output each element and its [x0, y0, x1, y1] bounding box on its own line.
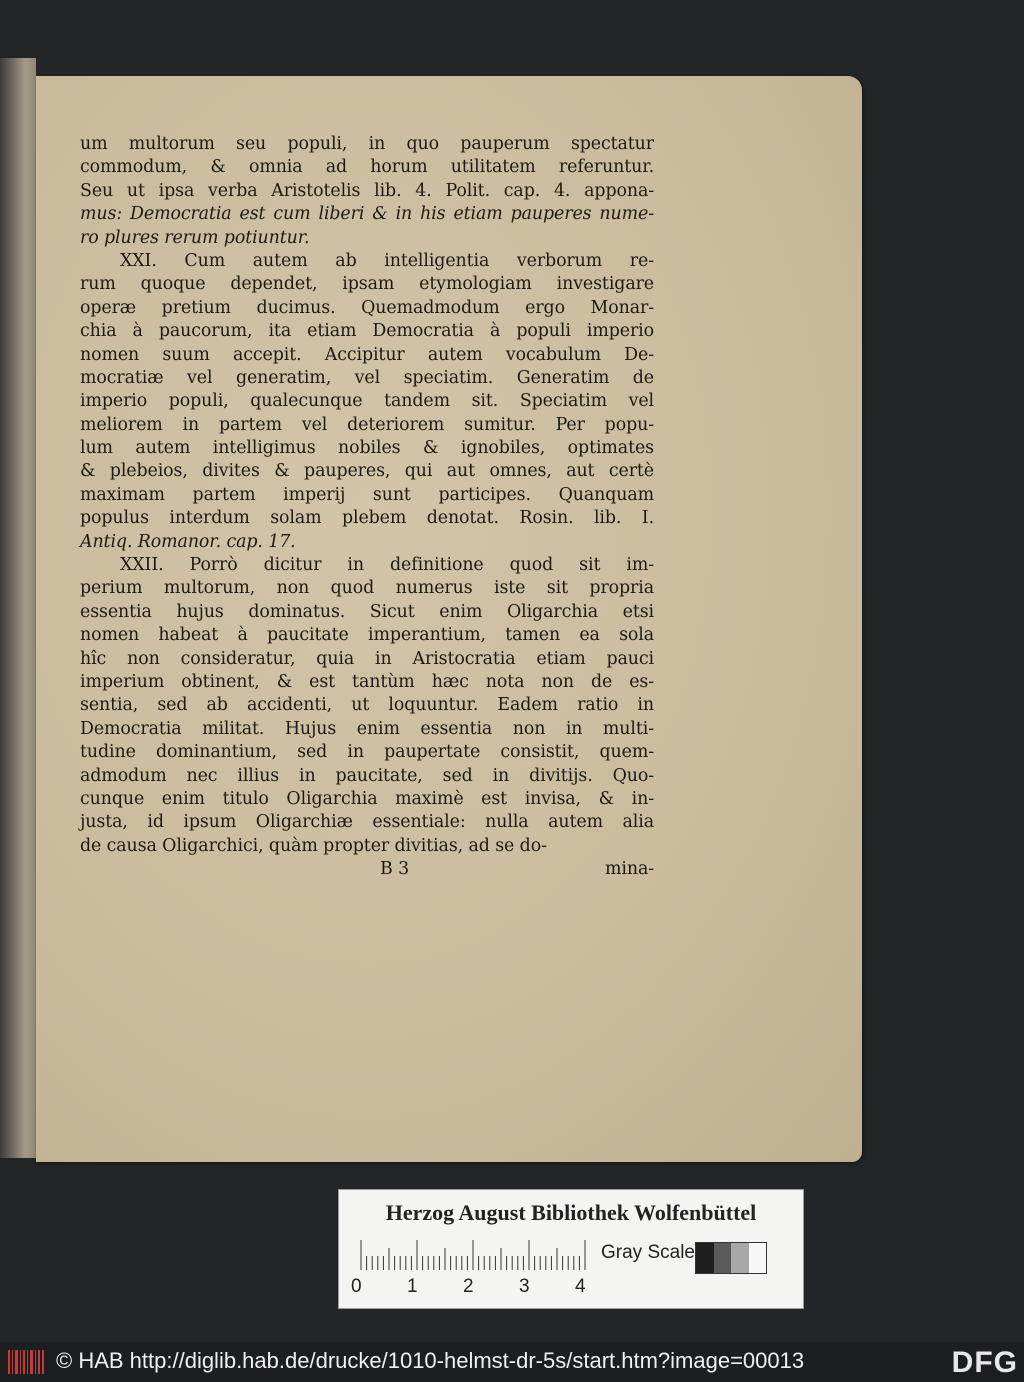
gray-patch — [714, 1243, 732, 1273]
text-line: ro plures rerum potiuntur. — [80, 227, 310, 248]
text-line: justa, id ipsum Oligarchiæ essentiale: nulla autem alia — [80, 812, 654, 833]
text-line: nomen habeat à paucitate imperantium, tamen ea sola — [80, 625, 654, 646]
page-text-block — [80, 133, 654, 882]
text-line: commodum, & omnia ad horum utilitatem referuntur. — [80, 157, 654, 178]
text-line: XXI. Cum autem ab intelligentia verborum re- — [120, 250, 654, 271]
text-line: um multorum seu populi, in quo pauperum spectatur — [80, 134, 654, 154]
text-line: & plebeios, divites & pauperes, qui aut omnes, aut certè — [80, 461, 654, 482]
text-line: mocratiæ vel generatim, vel speciatim. Generatim de — [80, 367, 654, 388]
text-line: tudine dominantium, sed in paupertate consistit, quem- — [80, 742, 654, 763]
ruler-number: 4 — [575, 1276, 586, 1297]
book-spine-edge — [0, 58, 36, 1158]
ruler-number: 0 — [351, 1276, 362, 1297]
signature-line — [80, 858, 654, 881]
color-calibration-card — [338, 1189, 804, 1309]
ruler-number: 1 — [407, 1276, 418, 1297]
dfg-logo: DFG — [951, 1346, 1018, 1379]
text-line: imperium obtinent, & est tantùm hæc nota non de es- — [80, 671, 654, 692]
text-line: Democratia militat. Hujus enim essentia non in multi- — [80, 718, 654, 739]
text-line: operæ pretium ducimus. Quemadmodum ergo Monar- — [80, 297, 654, 318]
gray-patch — [696, 1243, 714, 1273]
signature-mark: B 3 — [380, 859, 410, 880]
gray-patch — [749, 1243, 767, 1273]
catchword: mina- — [605, 859, 654, 880]
text-line: perium multorum, non quod numerus iste sit propria — [80, 578, 654, 599]
card-title: Herzog August Bibliothek Wolfenbüttel — [385, 1200, 757, 1225]
ruler-number: 3 — [519, 1276, 530, 1297]
text-line: chia à paucorum, ita etiam Democratia à populi imperio — [80, 321, 654, 342]
text-line: populus interdum solam plebem denotat. Rosin. lib. I. — [80, 508, 654, 529]
text-line: maximam partem imperij sunt participes. Quanquam — [80, 484, 654, 505]
text-line: sentia, sed ab accidenti, ut loquuntur. Eadem ratio in — [80, 695, 654, 716]
text-line: de causa Oligarchici, quàm propter divitias, ad se do- — [80, 835, 547, 856]
viewer-footer — [0, 1342, 1024, 1382]
ruler-ticks — [359, 1240, 591, 1270]
barcode-icon — [6, 1348, 48, 1376]
text-line: essentia hujus dominatus. Sicut enim Oligarchia etsi — [80, 601, 654, 622]
text-line: hîc non consideratur, quia in Aristocratia etiam pauci — [80, 648, 654, 669]
text-line: meliorem in partem vel deteriorem sumitur. Per popu- — [80, 414, 654, 435]
text-line: admodum nec illius in paucitate, sed in divitijs. Quo- — [80, 765, 654, 786]
ruler-number: 2 — [463, 1276, 474, 1297]
text-line: Seu ut ipsa verba Aristotelis lib. 4. Polit. cap. 4. appona- — [80, 180, 654, 201]
footer-copyright-url[interactable]: © HAB http://diglib.hab.de/drucke/1010-helmst-dr-5s/start.htm?image=00013 — [56, 1348, 805, 1373]
ruler-numbers — [351, 1276, 601, 1300]
text-line: mus: Democratia est cum liberi & in his etiam pauperes nume- — [80, 204, 654, 225]
text-line: XXII. Porrò dicitur in definitione quod sit im- — [120, 555, 654, 576]
text-line: Antiq. Romanor. cap. 17. — [80, 531, 296, 552]
text-line: nomen suum accepit. Accipitur autem vocabulum De- — [80, 344, 654, 365]
gray-scale-label: Gray Scale — [601, 1242, 695, 1263]
text-line: imperio populi, qualecunque tandem sit. Speciatim vel — [80, 391, 654, 412]
gray-patch — [731, 1243, 749, 1273]
text-line: lum autem intelligimus nobiles & ignobiles, optimates — [80, 438, 654, 459]
gray-scale-patches — [695, 1242, 767, 1274]
text-line: cunque enim titulo Oligarchia maximè est invisa, & in- — [80, 788, 654, 809]
text-line: rum quoque dependet, ipsam etymologiam investigare — [80, 274, 654, 295]
